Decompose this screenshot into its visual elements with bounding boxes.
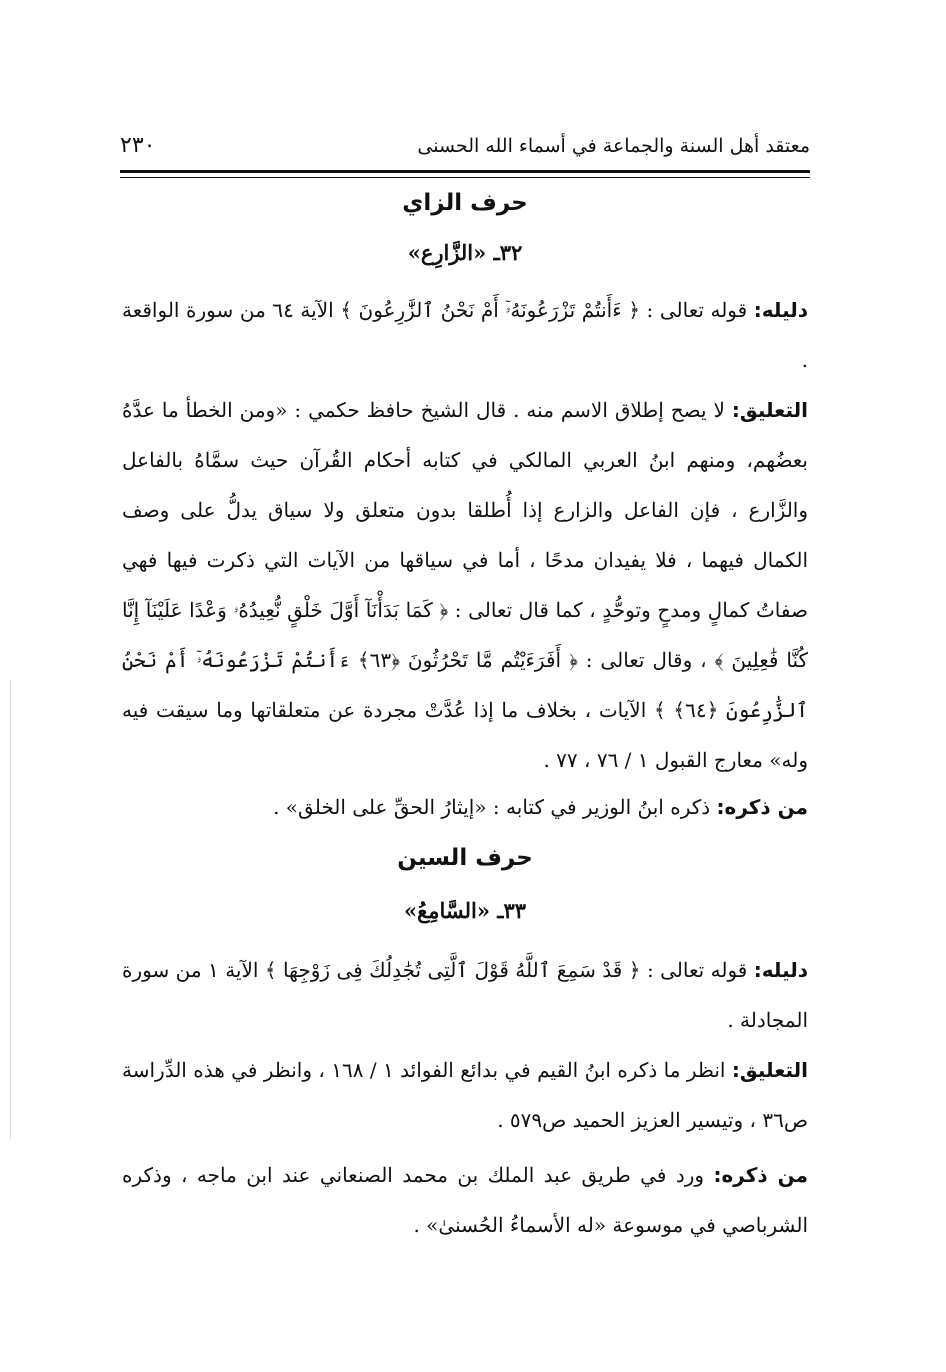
mentioned-by-text: ذكره ابنُ الوزير في كتابه : «إيثارُ الحقِّ على الخلق» . bbox=[273, 795, 717, 819]
mentioned-by-label: من ذكره: bbox=[713, 1163, 809, 1187]
running-title: معتقد أهل السنة والجماعة في أسماء الله الحسنى bbox=[417, 135, 810, 157]
commentary-paragraph-sami bbox=[122, 1045, 808, 1145]
quran-verse: ﴿ ءَأَنتُمْ تَزْرَعُونَهُۥٓ أَمْ نَحْنُ ٱلزَّٰرِعُونَ ﴾ bbox=[340, 298, 640, 322]
page-number: ٢٣٠ bbox=[120, 133, 156, 158]
evidence-reference: الآية ١ من سورة المجادلة . bbox=[122, 958, 808, 1032]
evidence-paragraph-sami bbox=[122, 945, 808, 1045]
mentioned-by-paragraph-zari bbox=[122, 782, 808, 832]
mentioned-by-label: من ذكره: bbox=[716, 795, 808, 819]
scan-margin-line bbox=[10, 680, 11, 1140]
header-rule-thick bbox=[120, 170, 810, 173]
evidence-text: قوله تعالى : bbox=[639, 298, 754, 322]
running-header bbox=[120, 128, 810, 164]
evidence-label: دليله: bbox=[753, 298, 809, 322]
mentioned-by-paragraph-sami bbox=[122, 1150, 808, 1250]
evidence-reference: الآية ٦٤ من سورة الواقعة . bbox=[122, 298, 808, 372]
commentary-label: التعليق: bbox=[731, 398, 808, 422]
letter-heading-zay: حرف الزاي bbox=[402, 190, 528, 216]
quran-verse: ﴿ كَمَا بَدَأْنَآ أَوَّلَ خَلْقٍ نُّعِيدُهُۥ وَعْدًا عَلَيْنَآ إِنَّا كُنَّا فَٰعِلِينَ ﴾ bbox=[122, 598, 808, 672]
evidence-text: قوله تعالى : bbox=[640, 958, 754, 982]
commentary-text: لا يصح إطلاق الاسم منه . قال الشيخ حافظ حكمي : «ومن الخطأ ما عدَّهُ بعضُهم، ومنهم ابنُ العربي المالكي في كتابه أحكام القُرآن حيث سمَّاهُ بالفاعل والزَّارع ، فإن الفاعل والزارع إذا أُطلقا بدون متعلق ولا سياق يدلُّ على وصف الكمال فيهما ، فلا يفيدان مدحًا ، أما في سياقها من الآيات التي ذكرت فيها فهي صفاتُ كمالٍ ومدحٍ وتوحُّدٍ ، كما قال تعالى : bbox=[122, 398, 808, 622]
letter-heading-seen: حرف السين bbox=[397, 845, 533, 871]
evidence-paragraph-zari bbox=[122, 285, 808, 385]
commentary-text: الآيات ، بخلاف ما إذا عُدَّتْ مجردة عن متعلقاتها وما سيقت فيه وله» معارج القبول ١ / ٧٦ ، ٧٧ . bbox=[122, 698, 808, 772]
commentary-text: انظر ما ذكره ابنُ القيم في بدائع الفوائد ١ / ١٦٨ ، وانظر في هذه الدِّراسة ص٣٦ ، وتيسير العزيز الحميد ص٥٧٩ . bbox=[122, 1058, 808, 1132]
quran-verse: ﴿ قَدْ سَمِعَ ٱللَّهُ قَوْلَ ٱلَّتِى تُجَٰدِلُكَ فِى زَوْجِهَا ﴾ bbox=[264, 958, 641, 982]
quran-verse: ﴿ أَفَرَءَيْتُم مَّا تَحْرُثُونَ ﴿٦٣﴾ ءَأَنتُمْ تَزْرَعُونَهُۥٓ أَمْ نَحْنُ ٱلزَّٰرِعُونَ ﴿٦٤﴾ ﴾ bbox=[122, 648, 808, 722]
entry-title-zari: ٣٢ـ «الزَّارِع» bbox=[407, 240, 523, 265]
commentary-paragraph-zari bbox=[122, 385, 808, 785]
commentary-label: التعليق: bbox=[731, 1058, 809, 1082]
evidence-label: دليله: bbox=[753, 958, 809, 982]
entry-title-sami: ٣٣ـ «السَّامِعُ» bbox=[403, 898, 527, 923]
mentioned-by-text: ورد في طريق عبد الملك بن محمد الصنعاني عند ابن ماجه ، وذكره الشرباصي في موسوعة «له الأسماءُ الحُسنىٰ» . bbox=[122, 1163, 808, 1237]
header-rule-thin bbox=[120, 177, 810, 178]
commentary-text: ، وقال تعالى : bbox=[577, 648, 715, 672]
